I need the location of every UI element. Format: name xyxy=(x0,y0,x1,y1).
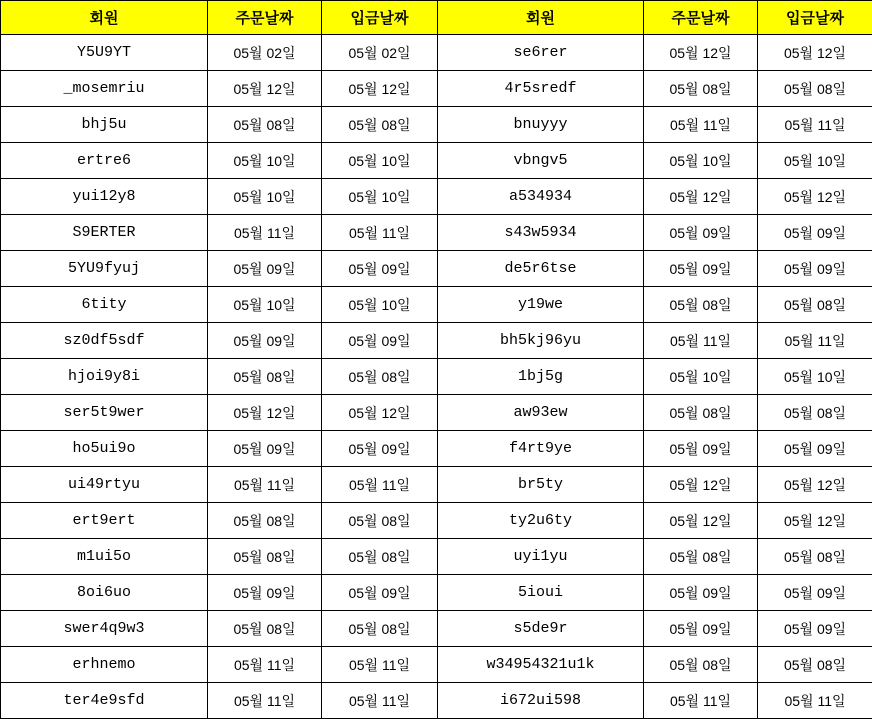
order-date-cell-right: 05월 09일 xyxy=(644,575,758,611)
payment-date-cell-right: 05월 10일 xyxy=(758,359,872,395)
order-date-cell-right: 05월 11일 xyxy=(644,323,758,359)
member-cell-left: sz0df5sdf xyxy=(1,323,208,359)
order-date-cell-left: 05월 11일 xyxy=(208,215,322,251)
order-date-cell-right: 05월 10일 xyxy=(644,143,758,179)
member-cell-left: swer4q9w3 xyxy=(1,611,208,647)
table-row xyxy=(1,71,872,107)
order-date-cell-left: 05월 11일 xyxy=(208,647,322,683)
payment-date-cell-right: 05월 10일 xyxy=(758,143,872,179)
member-cell-right: uyi1yu xyxy=(438,539,644,575)
table-row xyxy=(1,431,872,467)
payment-date-cell-left: 05월 12일 xyxy=(322,71,438,107)
payment-date-cell-left: 05월 08일 xyxy=(322,107,438,143)
member-cell-left: ser5t9wer xyxy=(1,395,208,431)
table-row xyxy=(1,251,872,287)
member-cell-left: 6tity xyxy=(1,287,208,323)
column-header-member-right: 회원 xyxy=(438,1,644,35)
payment-date-cell-left: 05월 09일 xyxy=(322,251,438,287)
order-date-cell-left: 05월 12일 xyxy=(208,395,322,431)
order-date-cell-right: 05월 12일 xyxy=(644,503,758,539)
order-date-cell-left: 05월 09일 xyxy=(208,575,322,611)
member-cell-right: bnuyyy xyxy=(438,107,644,143)
payment-date-cell-right: 05월 09일 xyxy=(758,215,872,251)
member-cell-right: i672ui598 xyxy=(438,683,644,719)
member-cell-left: ui49rtyu xyxy=(1,467,208,503)
member-cell-right: 5ioui xyxy=(438,575,644,611)
order-date-cell-right: 05월 11일 xyxy=(644,683,758,719)
payment-date-cell-left: 05월 10일 xyxy=(322,179,438,215)
table-row xyxy=(1,35,872,71)
order-date-cell-right: 05월 08일 xyxy=(644,647,758,683)
member-cell-right: vbngv5 xyxy=(438,143,644,179)
column-header-order-date-left: 주문날짜 xyxy=(208,1,322,35)
table-row xyxy=(1,611,872,647)
table-row xyxy=(1,647,872,683)
member-cell-right: s5de9r xyxy=(438,611,644,647)
payment-date-cell-right: 05월 08일 xyxy=(758,647,872,683)
member-cell-right: de5r6tse xyxy=(438,251,644,287)
table-body xyxy=(1,35,872,719)
member-cell-left: m1ui5o xyxy=(1,539,208,575)
order-date-cell-left: 05월 08일 xyxy=(208,539,322,575)
table-row xyxy=(1,539,872,575)
payment-date-cell-left: 05월 08일 xyxy=(322,503,438,539)
payment-date-cell-left: 05월 10일 xyxy=(322,287,438,323)
payment-date-cell-right: 05월 09일 xyxy=(758,611,872,647)
order-date-cell-right: 05월 12일 xyxy=(644,467,758,503)
member-cell-right: y19we xyxy=(438,287,644,323)
member-cell-left: ert9ert xyxy=(1,503,208,539)
payment-date-cell-left: 05월 02일 xyxy=(322,35,438,71)
table-row xyxy=(1,359,872,395)
payment-date-cell-right: 05월 12일 xyxy=(758,467,872,503)
order-date-cell-left: 05월 08일 xyxy=(208,107,322,143)
payment-date-cell-right: 05월 08일 xyxy=(758,71,872,107)
member-cell-left: 8oi6uo xyxy=(1,575,208,611)
member-cell-left: Y5U9YT xyxy=(1,35,208,71)
table-row xyxy=(1,107,872,143)
order-date-cell-right: 05월 11일 xyxy=(644,107,758,143)
payment-date-cell-right: 05월 08일 xyxy=(758,539,872,575)
order-date-cell-left: 05월 11일 xyxy=(208,683,322,719)
table-row xyxy=(1,683,872,719)
member-cell-right: f4rt9ye xyxy=(438,431,644,467)
payment-date-cell-right: 05월 12일 xyxy=(758,179,872,215)
member-cell-left: _mosemriu xyxy=(1,71,208,107)
table-row xyxy=(1,215,872,251)
member-cell-right: ty2u6ty xyxy=(438,503,644,539)
payment-date-cell-left: 05월 10일 xyxy=(322,143,438,179)
member-cell-left: ertre6 xyxy=(1,143,208,179)
order-date-cell-left: 05월 10일 xyxy=(208,287,322,323)
order-date-cell-right: 05월 09일 xyxy=(644,251,758,287)
payment-date-cell-left: 05월 09일 xyxy=(322,431,438,467)
order-date-cell-right: 05월 09일 xyxy=(644,215,758,251)
order-date-cell-left: 05월 11일 xyxy=(208,467,322,503)
order-date-cell-right: 05월 10일 xyxy=(644,359,758,395)
payment-date-cell-right: 05월 12일 xyxy=(758,35,872,71)
order-date-cell-left: 05월 10일 xyxy=(208,143,322,179)
table-row xyxy=(1,395,872,431)
order-date-cell-left: 05월 09일 xyxy=(208,323,322,359)
table-row xyxy=(1,287,872,323)
order-date-cell-right: 05월 12일 xyxy=(644,179,758,215)
payment-date-cell-right: 05월 11일 xyxy=(758,683,872,719)
member-cell-right: 1bj5g xyxy=(438,359,644,395)
column-header-member-left: 회원 xyxy=(1,1,208,35)
member-cell-right: bh5kj96yu xyxy=(438,323,644,359)
member-cell-right: s43w5934 xyxy=(438,215,644,251)
table-row xyxy=(1,575,872,611)
payment-date-cell-right: 05월 09일 xyxy=(758,431,872,467)
column-header-payment-date-left: 입금날짜 xyxy=(322,1,438,35)
order-date-cell-left: 05월 02일 xyxy=(208,35,322,71)
order-date-cell-right: 05월 12일 xyxy=(644,35,758,71)
member-cell-right: br5ty xyxy=(438,467,644,503)
order-date-cell-right: 05월 08일 xyxy=(644,287,758,323)
payment-date-cell-left: 05월 08일 xyxy=(322,359,438,395)
order-date-cell-left: 05월 08일 xyxy=(208,503,322,539)
payment-date-cell-right: 05월 12일 xyxy=(758,503,872,539)
member-cell-left: hjoi9y8i xyxy=(1,359,208,395)
member-cell-left: yui12y8 xyxy=(1,179,208,215)
payment-date-cell-right: 05월 11일 xyxy=(758,107,872,143)
payment-date-cell-right: 05월 08일 xyxy=(758,287,872,323)
order-date-cell-left: 05월 08일 xyxy=(208,611,322,647)
header-row xyxy=(1,1,872,35)
table-row xyxy=(1,143,872,179)
payment-date-cell-left: 05월 11일 xyxy=(322,215,438,251)
payment-date-cell-left: 05월 09일 xyxy=(322,575,438,611)
order-date-cell-left: 05월 12일 xyxy=(208,71,322,107)
payment-date-cell-left: 05월 12일 xyxy=(322,395,438,431)
payment-date-cell-right: 05월 11일 xyxy=(758,323,872,359)
order-date-cell-right: 05월 08일 xyxy=(644,71,758,107)
member-cell-right: w34954321u1k xyxy=(438,647,644,683)
column-header-order-date-right: 주문날짜 xyxy=(644,1,758,35)
payment-date-cell-left: 05월 11일 xyxy=(322,467,438,503)
table-row xyxy=(1,503,872,539)
table-row xyxy=(1,179,872,215)
order-date-cell-left: 05월 09일 xyxy=(208,431,322,467)
table-row xyxy=(1,467,872,503)
payment-date-cell-left: 05월 08일 xyxy=(322,611,438,647)
column-header-payment-date-right: 입금날짜 xyxy=(758,1,872,35)
member-cell-right: se6rer xyxy=(438,35,644,71)
payment-date-cell-right: 05월 09일 xyxy=(758,251,872,287)
order-date-cell-left: 05월 09일 xyxy=(208,251,322,287)
payment-date-cell-left: 05월 11일 xyxy=(322,647,438,683)
order-date-cell-right: 05월 08일 xyxy=(644,539,758,575)
order-date-cell-left: 05월 08일 xyxy=(208,359,322,395)
member-cell-left: S9ERTER xyxy=(1,215,208,251)
member-cell-left: ho5ui9o xyxy=(1,431,208,467)
order-date-cell-left: 05월 10일 xyxy=(208,179,322,215)
table-header xyxy=(1,1,872,35)
member-cell-left: bhj5u xyxy=(1,107,208,143)
payment-date-cell-left: 05월 09일 xyxy=(322,323,438,359)
table-row xyxy=(1,323,872,359)
member-cell-left: 5YU9fyuj xyxy=(1,251,208,287)
payment-date-cell-right: 05월 08일 xyxy=(758,395,872,431)
order-date-cell-right: 05월 08일 xyxy=(644,395,758,431)
member-cell-left: erhnemo xyxy=(1,647,208,683)
payment-date-cell-left: 05월 11일 xyxy=(322,683,438,719)
order-date-cell-right: 05월 09일 xyxy=(644,611,758,647)
member-cell-left: ter4e9sfd xyxy=(1,683,208,719)
payment-date-cell-right: 05월 09일 xyxy=(758,575,872,611)
member-cell-right: 4r5sredf xyxy=(438,71,644,107)
order-date-cell-right: 05월 09일 xyxy=(644,431,758,467)
member-cell-right: a534934 xyxy=(438,179,644,215)
payment-date-cell-left: 05월 08일 xyxy=(322,539,438,575)
member-cell-right: aw93ew xyxy=(438,395,644,431)
